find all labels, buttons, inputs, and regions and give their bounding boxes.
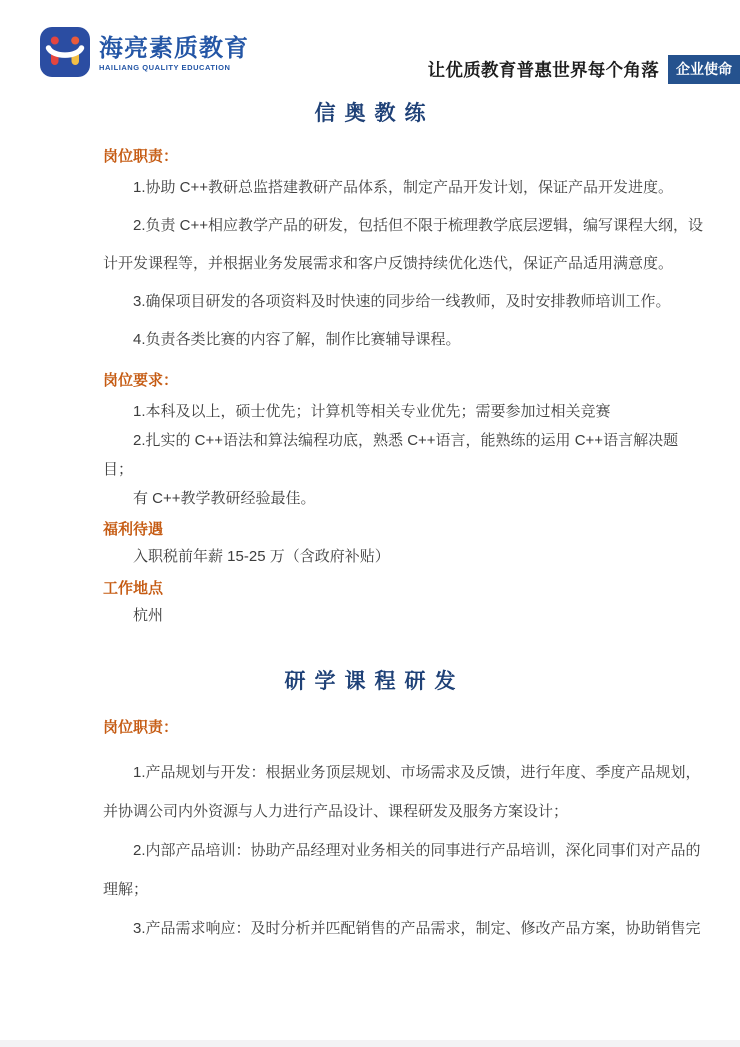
hailiang-logo-icon <box>40 27 90 77</box>
section-body <box>103 542 707 572</box>
page-header <box>0 0 740 85</box>
description-paragraph: 1.本科及以上，硕士优先；计算机等相关专业优先；需要参加过相关竞赛 <box>133 403 611 420</box>
job-section <box>103 580 707 631</box>
company-tagline: 让优质教育普惠世界每个角落 <box>427 60 659 80</box>
mission-statement-row <box>428 55 740 84</box>
section-heading: 岗位职责： <box>103 148 179 165</box>
section-body <box>103 601 707 631</box>
company-name-en: HAILIANG QUALITY EDUCATION <box>99 63 231 73</box>
description-paragraph: 4.负责各类比赛的内容了解，制作比赛辅导课程。 <box>133 331 461 348</box>
section-heading: 工作地点 <box>103 580 164 597</box>
description-paragraph: 3.产品需求响应：及时分析并匹配销售的产品需求，制定、修改产品方案，协助销售完 <box>133 920 701 937</box>
job-title: 信奥教练 <box>314 102 435 125</box>
job-section <box>103 148 707 359</box>
job-listings <box>0 101 740 948</box>
section-heading: 福利待遇 <box>103 521 164 538</box>
description-paragraph: 2.扎实的 C++语法和算法编程功底，熟悉 C++语言，能熟练的运用 C++语言解决题目； <box>103 432 679 478</box>
description-paragraph: 有 C++教学教研经验最佳。 <box>133 490 316 507</box>
job-posting <box>103 669 707 948</box>
description-paragraph: 3.确保项目研发的各项资料及时快速的同步给一线教师，及时安排教师培训工作。 <box>133 293 671 310</box>
description-paragraph: 杭州 <box>133 607 164 624</box>
description-paragraph: 入职税前年薪 15-25 万（含政府补贴） <box>133 548 390 565</box>
section-body <box>103 397 707 513</box>
description-paragraph: 1.协助 C++教研总监搭建教研产品体系，制定产品开发计划，保证产品开发进度。 <box>133 179 674 196</box>
job-section <box>103 719 707 948</box>
company-name-cn: 海亮素质教育 <box>99 35 249 62</box>
job-posting <box>103 101 707 631</box>
section-body <box>103 169 707 359</box>
company-wordmark <box>99 27 249 77</box>
mission-badge: 企业使命 <box>668 55 740 84</box>
section-heading: 岗位职责： <box>103 719 179 736</box>
page-bottom-strip <box>0 1040 740 1047</box>
section-heading: 岗位要求： <box>103 372 179 389</box>
description-paragraph: 1.产品规划与开发：根据业务顶层规划、市场需求及反馈，进行年度、季度产品规划，并协调公司内外资源与人力进行产品设计、课程研发及服务方案设计； <box>103 764 701 820</box>
job-title: 研学课程研发 <box>284 670 465 693</box>
description-paragraph: 2.负责 C++相应教学产品的研发，包括但不限于梳理教学底层逻辑，编写课程大纲，设计开发课程等，并根据业务发展需求和客户反馈持续优化迭代，保证产品适用满意度。 <box>103 217 704 272</box>
section-body <box>103 753 707 948</box>
description-paragraph: 2.内部产品培训：协助产品经理对业务相关的同事进行产品培训，深化同事们对产品的理解； <box>103 842 701 898</box>
company-logo <box>40 27 249 77</box>
job-section <box>103 372 707 513</box>
job-section <box>103 521 707 572</box>
